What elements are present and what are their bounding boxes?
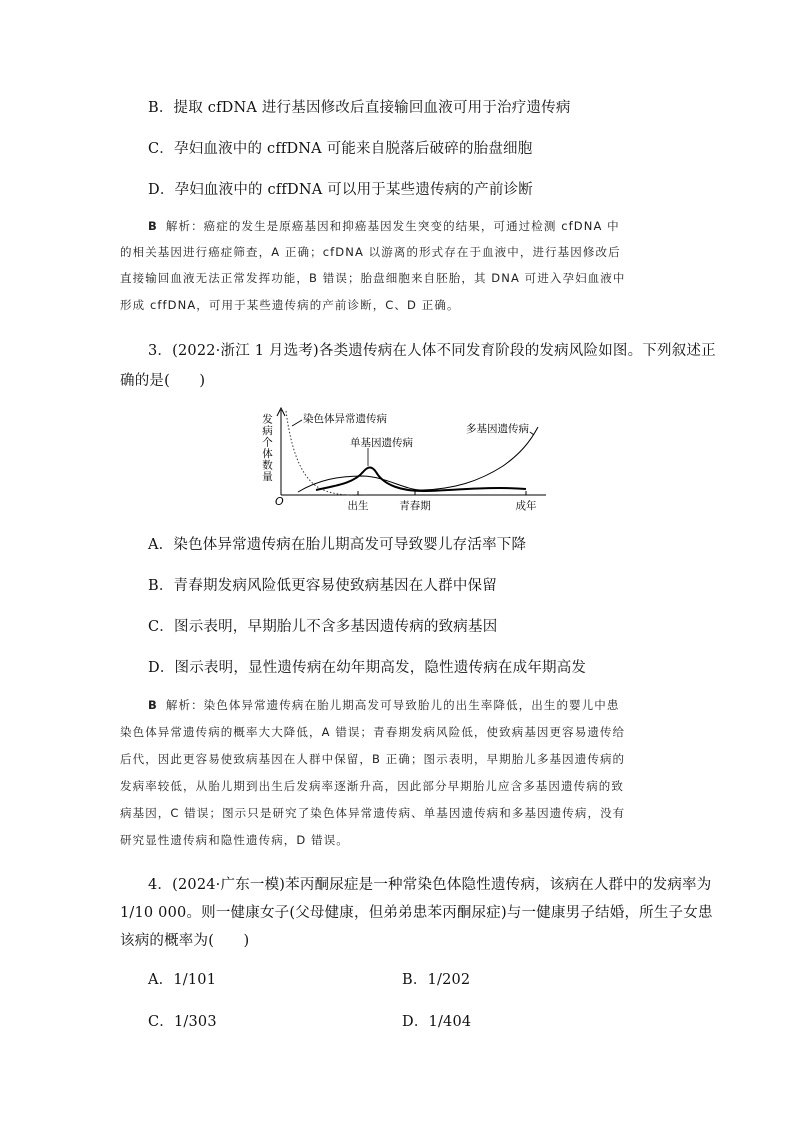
q4-option-c: C．1/303 — [148, 1014, 217, 1030]
x-tick-label-adult: 成年 — [515, 500, 537, 512]
q3-answer-letter: B — [148, 698, 158, 712]
q3-explanation-line-6: 研究显性遗传病和隐性遗传病，D 错误。 — [120, 833, 349, 847]
q3-explanation-line-3: 后代，因此更容易使致病基因在人群中保留，B 正确；图示表明，早期胎儿多基因遗传病的 — [120, 752, 626, 766]
q3-figure-disease-risk — [258, 404, 558, 518]
x-tick-label-birth: 出生 — [347, 500, 369, 512]
q2-option-d: D．孕妇血液中的 cffDNA 可以用于某些遗传病的产前诊断 — [148, 182, 533, 198]
q3-explanation-line-1: B 解析：染色体异常遗传病在胎儿期高发可导致胎儿的出生率降低，出生的婴儿中患 — [148, 698, 620, 712]
q3-explanation-line-2: 染色体异常遗传病的概率大大降低，A 错误；青春期发病风险低，使致病基因更容易遗传给 — [120, 725, 626, 739]
q3-option-b: B．青春期发病风险低更容易使致病基因在人群中保留 — [148, 578, 497, 594]
q2-explanation-line-4: 形成 cffDNA，可用于某些遗传病的产前诊断，C、D 正确。 — [120, 298, 460, 312]
q2-explanation-line-1: B 解析：癌症的发生是原癌基因和抑癌基因发生突变的结果，可通过检测 cfDNA 中 — [148, 219, 620, 233]
q3-stem-line-2: 确的是( ) — [120, 373, 206, 389]
y-axis-label: 发病个体数量 — [261, 413, 273, 483]
q4-stem-line-1: 4．(2024·广东一模)苯丙酮尿症是一种常染色体隐性遗传病，该病在人群中的发病率为 — [148, 877, 712, 893]
label-single-gene: 单基因遗传病 — [350, 437, 413, 449]
q2-answer-letter: B — [148, 219, 158, 233]
q2-explanation-line-2: 的相关基因进行癌症筛查，A 正确；cfDNA 以游离的形式存在于血液中，进行基因修改后 — [120, 245, 621, 259]
x-tick-label-puberty: 青春期 — [399, 500, 431, 512]
q3-explanation-line-4: 发病率较低，从胎儿期到出生后发病率逐渐升高，因此部分早期胎儿应含多基因遗传病的致 — [120, 779, 624, 793]
q3-stem-line-1: 3．(2022·浙江 1 月选考)各类遗传病在人体不同发育阶段的发病风险如图。下列叙述正 — [148, 343, 716, 359]
label-chromosome-abnormality: 染色体异常遗传病 — [303, 413, 387, 425]
q2-option-c: C．孕妇血液中的 cffDNA 可能来自脱落后破碎的胎盘细胞 — [148, 141, 533, 157]
curve-multigene — [298, 427, 538, 492]
q2-option-b: B．提取 cfDNA 进行基因修改后直接输回血液可用于治疗遗传病 — [148, 100, 571, 116]
q4-option-a: A．1/101 — [148, 972, 217, 988]
q3-option-d: D．图示表明，显性遗传病在幼年期高发，隐性遗传病在成年期高发 — [148, 660, 587, 676]
q3-option-a: A．染色体异常遗传病在胎儿期高发可导致婴儿存活率下降 — [148, 537, 527, 553]
q4-stem-line-2: 1/10 000。则一健康女子(父母健康，但弟弟患苯丙酮尿症)与一健康男子结婚，所生子女患 — [120, 905, 713, 921]
q4-stem-line-3: 该病的概率为( ) — [120, 933, 250, 949]
q3-option-c: C．图示表明，早期胎儿不含多基因遗传病的致病基因 — [148, 619, 498, 635]
q2-explanation-line-3: 直接输回血液无法正常发挥功能，B 错误；胎盘细胞来自胚胎，其 DNA 可进入孕妇血液中 — [120, 271, 626, 285]
origin-label: O — [275, 495, 284, 508]
q4-option-b: B．1/202 — [402, 972, 471, 988]
label-multigene: 多基因遗传病 — [466, 423, 529, 435]
q3-explanation-line-5: 病基因，C 错误；图示只是研究了染色体异常遗传病、单基因遗传病和多基因遗传病，没有 — [120, 806, 626, 820]
q4-option-d: D．1/404 — [402, 1014, 472, 1030]
